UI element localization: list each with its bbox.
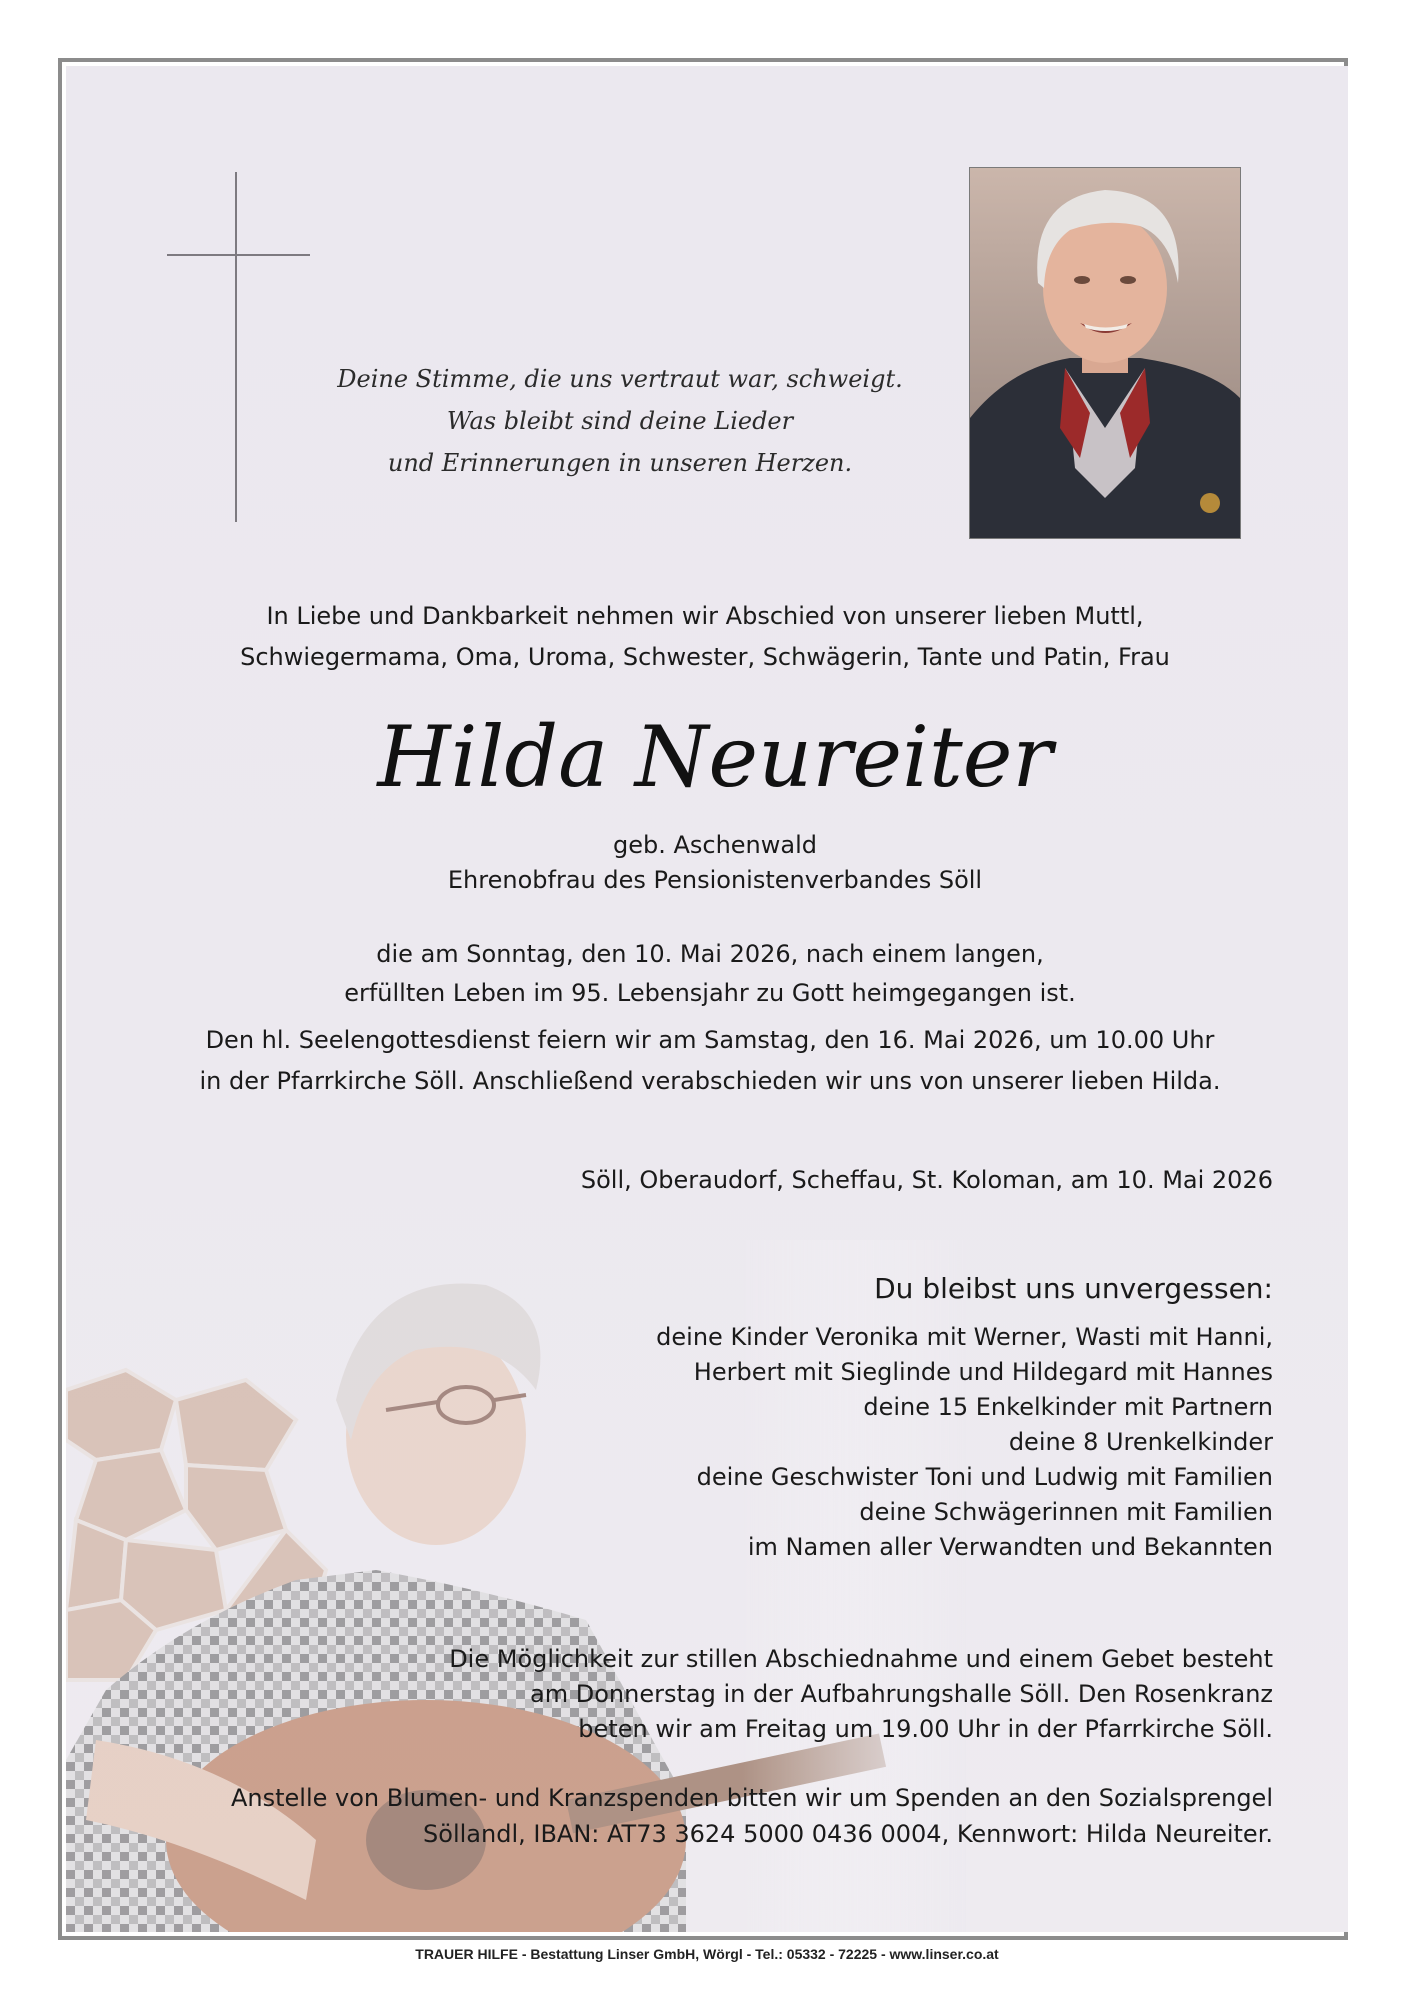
family-line: Herbert mit Sieglinde und Hildegard mit Hannes [693, 1358, 1273, 1386]
deceased-details [200, 828, 1230, 898]
quote-line: und Erinnerungen in unseren Herzen. [387, 449, 853, 477]
viewing-info [373, 1642, 1273, 1747]
cross-icon-vertical [235, 172, 237, 522]
viewing-line: beten wir am Freitag um 19.00 Uhr in der Pfarrkirche Söll. [578, 1715, 1273, 1743]
donation-line: Anstelle von Blumen- und Kranzspenden bitten wir um Spenden an den Sozialsprengel [230, 1784, 1273, 1812]
service-info [100, 1020, 1320, 1102]
family-line: deine Kinder Veronika mit Werner, Wasti mit Hanni, [656, 1323, 1273, 1351]
quote-line: Was bleibt sind deine Lieder [446, 407, 794, 435]
birth-name: geb. Aschenwald [612, 831, 818, 859]
death-line: die am Sonntag, den 10. Mai 2026, nach einem langen, [376, 940, 1044, 968]
service-line: Den hl. Seelengottesdienst feiern wir am Samstag, den 16. Mai 2026, um 10.00 Uhr [205, 1026, 1215, 1054]
deceased-name: Hilda Neureiter [377, 708, 1053, 806]
footer-funeral-home: TRAUER HILFE - Bestattung Linser GmbH, Wörgl - Tel.: 05332 - 72225 - www.linser.co.at [415, 1946, 999, 1962]
donation-info [173, 1780, 1273, 1852]
family-title: Du bleibst uns unvergessen: [874, 1272, 1273, 1305]
family-line: deine 8 Urenkelkinder [1008, 1428, 1273, 1456]
intro-line: In Liebe und Dankbarkeit nehmen wir Abschied von unserer lieben Muttl, [266, 602, 1144, 630]
intro-text [140, 596, 1270, 678]
family-line: deine 15 Enkelkinder mit Partnern [863, 1393, 1273, 1421]
death-line: erfüllten Leben im 95. Lebensjahr zu Gott heimgegangen ist. [344, 979, 1076, 1007]
family-list [573, 1320, 1273, 1565]
quote-line: Deine Stimme, die uns vertraut war, schweigt. [337, 365, 903, 393]
viewing-line: am Donnerstag in der Aufbahrungshalle Söll. Den Rosenkranz [530, 1680, 1273, 1708]
family-line: im Namen aller Verwandten und Bekannten [747, 1533, 1273, 1561]
intro-line: Schwiegermama, Oma, Uroma, Schwester, Schwägerin, Tante und Patin, Frau [240, 643, 1170, 671]
cross-icon-horizontal [167, 254, 310, 256]
portrait-photo [969, 167, 1241, 539]
donation-line: Söllandl, IBAN: AT73 3624 5000 0436 0004, Kennwort: Hilda Neureiter. [423, 1820, 1273, 1848]
honorary-title: Ehrenobfrau des Pensionistenverbandes Söll [447, 866, 983, 894]
family-line: deine Schwägerinnen mit Familien [859, 1498, 1273, 1526]
family-line: deine Geschwister Toni und Ludwig mit Familien [696, 1463, 1273, 1491]
memorial-quote [270, 358, 970, 484]
service-line: in der Pfarrkirche Söll. Anschließend verabschieden wir uns von unserer lieben Hilda. [199, 1067, 1221, 1095]
place-date: Söll, Oberaudorf, Scheffau, St. Koloman, am 10. Mai 2026 [580, 1166, 1273, 1194]
death-notice [120, 935, 1300, 1013]
viewing-line: Die Möglichkeit zur stillen Abschiednahme und einem Gebet besteht [449, 1645, 1273, 1673]
